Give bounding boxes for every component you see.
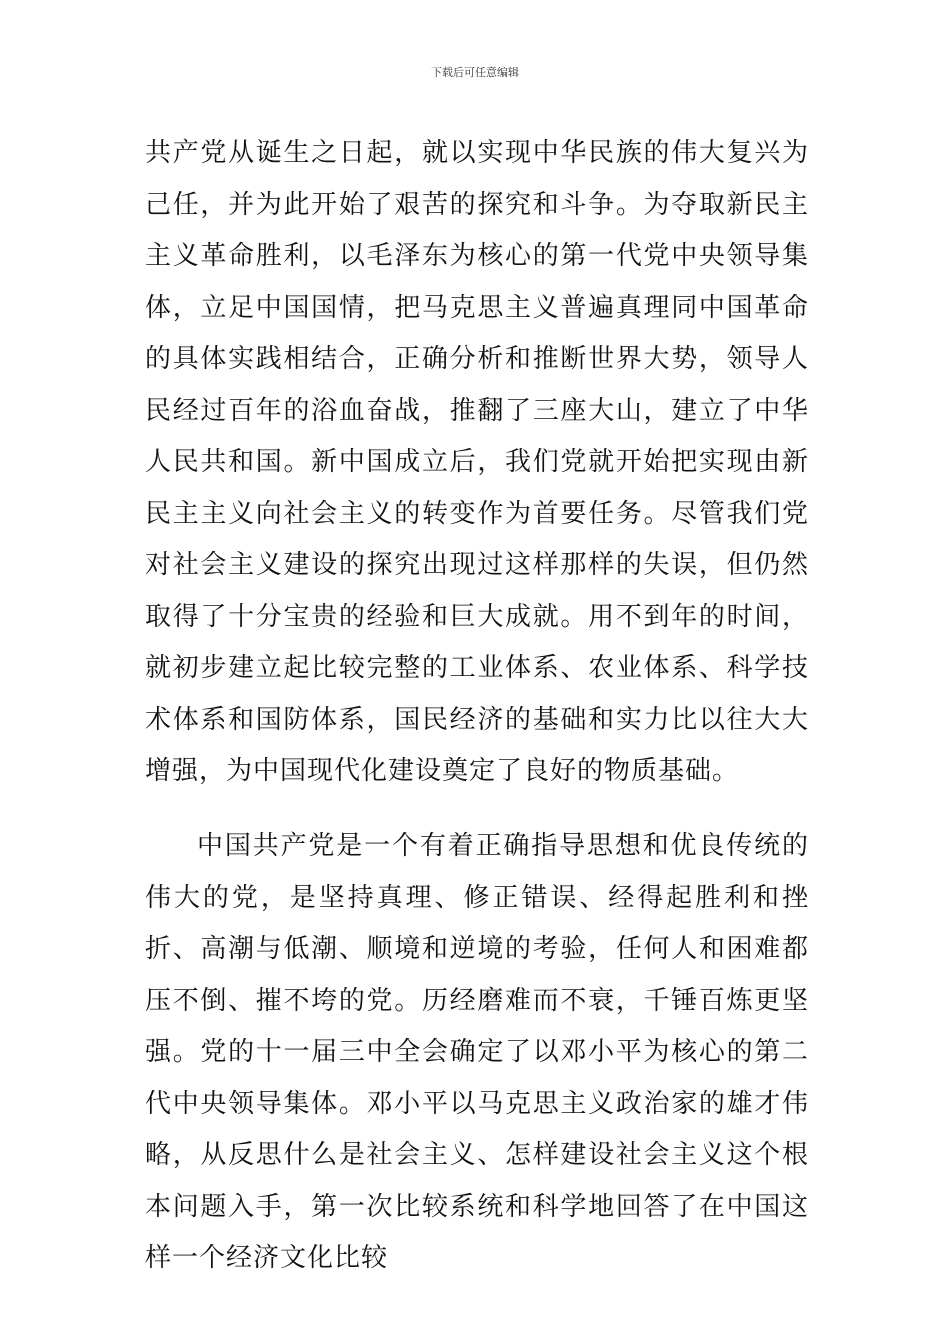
page-header: 下载后可任意编辑	[431, 66, 519, 79]
paragraph-1: 共产党从诞生之日起，就以实现中华民族的伟大复兴为己任，并为此开始了艰苦的探究和斗争。为夺取新民主主义革命胜利，以毛泽东为核心的第一代党中央领导集体，立足中国国情，把马克思主义普遍真理同中国革命的具体实践相结合，正确分析和推断世界大势，领导人民经过百年的浴血奋战，推翻了三座大山，建立了中华人民共和国。新中国成立后，我们党就开始把实现由新民主主义向社会主义的转变作为首要任务。尽管我们党对社会主义建设的探究出现过这样那样的失误，但仍然取得了十分宝贵的经验和巨大成就。用不到年的时间，就初步建立起比较完整的工业体系、农业体系、科学技术体系和国防体系，国民经济的基础和实力比以往大大增强，为中国现代化建设奠定了良好的物质基础。	[145, 138, 809, 786]
paragraph-2: 中国共产党是一个有着正确指导思想和优良传统的伟大的党，是坚持真理、修正错误、经得起胜利和挫折、高潮与低潮、顺境和逆境的考验，任何人和困难都压不倒、摧不垮的党。历经磨难而不衰，千锤百炼更坚强。党的十一届三中全会确定了以邓小平为核心的第二代中央领导集体。邓小平以马克思主义政治家的雄才伟略，从反思什么是社会主义、怎样建设社会主义这个根本问题入手，第一次比较系统和科学地回答了在中国这样一个经济文化比较	[145, 831, 809, 1273]
